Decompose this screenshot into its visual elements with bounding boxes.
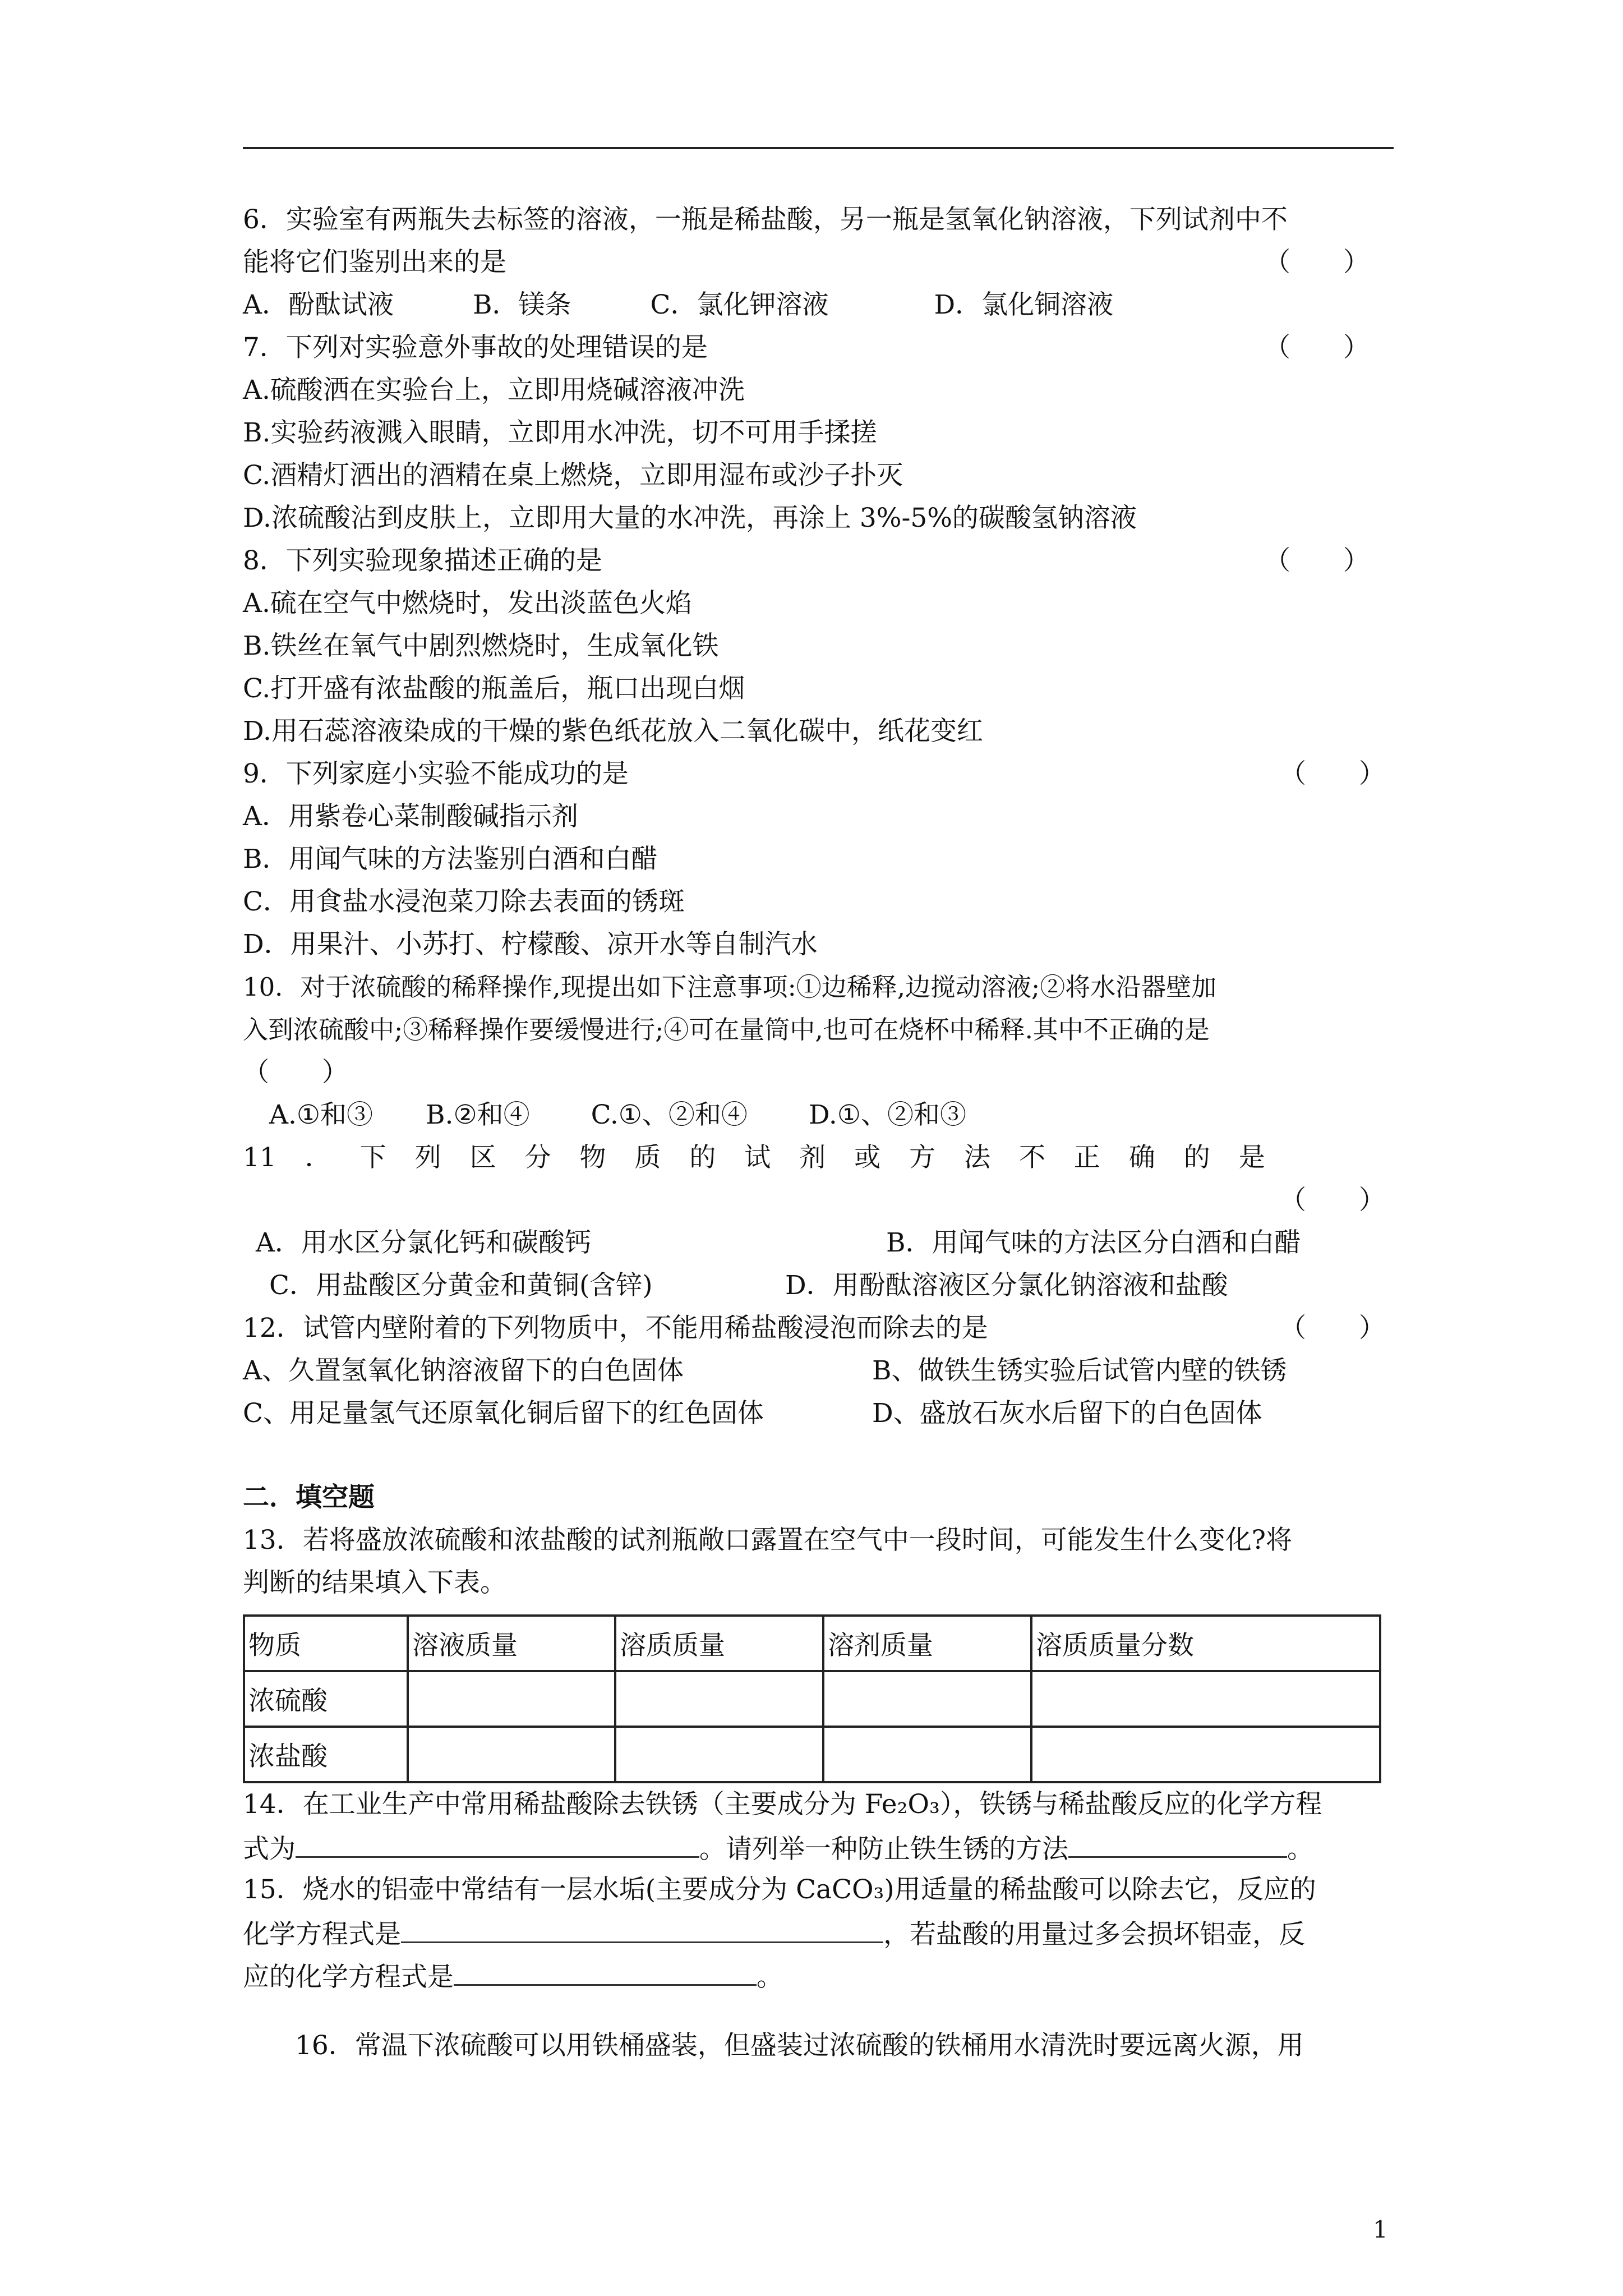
q6-answer-paren: （ ） — [1264, 247, 1370, 278]
q11-option-a: A．用水区分氯化钙和碳酸钙 — [256, 1227, 591, 1258]
q12-stem: 12．试管内壁附着的下列物质中，不能用稀盐酸浸泡而除去的是 — [243, 1313, 988, 1343]
q14-line1: 14．在工业生产中常用稀盐酸除去铁锈（主要成分为 Fe₂O₃），铁锈与稀盐酸反应的化学方程 — [243, 1789, 1322, 1820]
table-row — [244, 1727, 1380, 1782]
q6-line2: 能将它们鉴别出来的是 — [243, 247, 506, 278]
q11-option-c: C．用盐酸区分黄金和黄铜(含锌) — [269, 1270, 653, 1301]
q10-line2: 入到浓硫酸中;③稀释操作要缓慢进行;④可在量筒中,也可在烧杯中稀释.其中不正确的是 — [243, 1015, 1210, 1045]
q9-stem: 9．下列家庭小实验不能成功的是 — [243, 758, 629, 789]
q12-option-a: A、久置氢氧化钠溶液留下的白色固体 — [243, 1355, 684, 1386]
q10-line1: 10．对于浓硫酸的稀释操作,现提出如下注意事项:①边稀释,边搅动溶液;②将水沿器壁加 — [243, 972, 1217, 1002]
q14-text-c: 。 — [1287, 1834, 1313, 1865]
table-header-cell: 溶质质量分数 — [1031, 1616, 1380, 1671]
q16-line1: 16．常温下浓硫酸可以用铁桶盛装，但盛装过浓硫酸的铁桶用水清洗时要远离火源，用 — [295, 2030, 1304, 2061]
q14-method-blank[interactable] — [1068, 1830, 1287, 1858]
q12-option-b: B、做铁生锈实验后试管内壁的铁锈 — [872, 1355, 1287, 1386]
q8-option-a: A.硫在空气中燃烧时，发出淡蓝色火焰 — [243, 588, 692, 619]
table-header-cell: 溶液质量 — [408, 1616, 615, 1671]
q13-line2: 判断的结果填入下表。 — [243, 1567, 506, 1598]
q13-line1: 13．若将盛放浓硫酸和浓盐酸的试剂瓶敞口露置在空气中一段时间，可能发生什么变化?将 — [243, 1525, 1293, 1556]
q7-option-c: C.酒精灯洒出的酒精在桌上燃烧，立即用湿布或沙子扑灭 — [243, 460, 903, 491]
q11-stem: 11 ． 下 列 区 分 物 质 的 试 剂 或 方 法 不 正 确 的 是 — [243, 1142, 1265, 1173]
section-title-fill-in: 二．填空题 — [243, 1482, 375, 1513]
q15-equation-blank-2[interactable] — [454, 1958, 757, 1986]
table-cell-answer[interactable] — [615, 1671, 823, 1727]
q12-option-c: C、用足量氢气还原氧化铜后留下的红色固体 — [243, 1398, 764, 1429]
q11-answer-paren: （ ） — [1280, 1185, 1385, 1216]
table-cell-answer[interactable] — [823, 1727, 1031, 1782]
q15-line2 — [243, 1916, 1305, 1952]
table-cell-substance: 浓硫酸 — [244, 1671, 408, 1727]
q13-answer-table — [243, 1614, 1381, 1783]
q6-options: A．酚酞试液 B．镁条 C．氯化钾溶液 D．氯化铜溶液 — [243, 289, 1114, 320]
table-header-row — [244, 1616, 1380, 1671]
q14-equation-blank[interactable] — [296, 1830, 699, 1858]
q8-answer-paren: （ ） — [1264, 545, 1370, 576]
q15-line3 — [243, 1958, 783, 1994]
page-number: 1 — [1373, 2216, 1388, 2243]
q8-option-c: C.打开盛有浓盐酸的瓶盖后，瓶口出现白烟 — [243, 673, 745, 704]
table-cell-answer[interactable] — [408, 1727, 615, 1782]
q14-text-b: 。请列举一种防止铁生锈的方法 — [699, 1834, 1068, 1865]
table-row — [244, 1671, 1380, 1727]
q9-option-a: A．用紫卷心菜制酸碱指示剂 — [243, 801, 578, 832]
q7-option-b: B.实验药液溅入眼睛，立即用水冲洗，切不可用手揉搓 — [243, 417, 877, 448]
table-header-cell: 溶质质量 — [615, 1616, 823, 1671]
q14-text-a: 式为 — [243, 1834, 296, 1865]
q10-answer-paren: （ ） — [243, 1057, 348, 1088]
q9-answer-paren: （ ） — [1280, 758, 1385, 789]
q7-stem: 7．下列对实验意外事故的处理错误的是 — [243, 332, 708, 363]
table-cell-answer[interactable] — [823, 1671, 1031, 1727]
q8-option-b: B.铁丝在氧气中剧烈燃烧时，生成氧化铁 — [243, 631, 719, 661]
table-cell-answer[interactable] — [1031, 1727, 1380, 1782]
q15-line1: 15．烧水的铝壶中常结有一层水垢(主要成分为 CaCO₃)用适量的稀盐酸可以除去它，反应的 — [243, 1874, 1316, 1905]
q12-option-d: D、盛放石灰水后留下的白色固体 — [872, 1398, 1262, 1429]
q8-stem: 8．下列实验现象描述正确的是 — [243, 545, 602, 576]
q15-text-d: 。 — [757, 1962, 783, 1993]
q15-text-b: ，若盐酸的用量过多会损坏铝壶，反 — [883, 1919, 1305, 1950]
q7-option-a: A.硫酸洒在实验台上，立即用烧碱溶液冲洗 — [243, 375, 745, 406]
table-header-cell: 溶剂质量 — [823, 1616, 1031, 1671]
table-cell-substance: 浓盐酸 — [244, 1727, 408, 1782]
q11-option-d: D．用酚酞溶液区分氯化钠溶液和盐酸 — [785, 1270, 1228, 1301]
q8-option-d: D.用石蕊溶液染成的干燥的紫色纸花放入二氧化碳中，纸花变红 — [243, 716, 983, 747]
q15-equation-blank-1[interactable] — [401, 1916, 883, 1943]
header-rule — [243, 147, 1394, 149]
q7-answer-paren: （ ） — [1264, 332, 1370, 363]
q9-option-c: C．用食盐水浸泡菜刀除去表面的锈斑 — [243, 886, 685, 917]
table-header-cell: 物质 — [244, 1616, 408, 1671]
q12-answer-paren: （ ） — [1280, 1313, 1385, 1343]
q10-options: A.①和③ B.②和④ C.①、②和④ D.①、②和③ — [269, 1099, 966, 1130]
q14-line2 — [243, 1830, 1313, 1866]
q9-option-d: D．用果汁、小苏打、柠檬酸、凉开水等自制汽水 — [243, 929, 818, 960]
q7-option-d: D.浓硫酸沾到皮肤上，立即用大量的水冲洗，再涂上 3%-5%的碳酸氢钠溶液 — [243, 503, 1137, 533]
q9-option-b: B．用闻气味的方法鉴别白酒和白醋 — [243, 844, 658, 875]
q6-line1: 6．实验室有两瓶失去标签的溶液，一瓶是稀盐酸，另一瓶是氢氧化钠溶液，下列试剂中不 — [243, 204, 1288, 235]
table-cell-answer[interactable] — [1031, 1671, 1380, 1727]
table-cell-answer[interactable] — [615, 1727, 823, 1782]
q15-text-c: 应的化学方程式是 — [243, 1962, 454, 1993]
table-cell-answer[interactable] — [408, 1671, 615, 1727]
q11-option-b: B．用闻气味的方法区分白酒和白醋 — [886, 1227, 1301, 1258]
q15-text-a: 化学方程式是 — [243, 1919, 401, 1950]
